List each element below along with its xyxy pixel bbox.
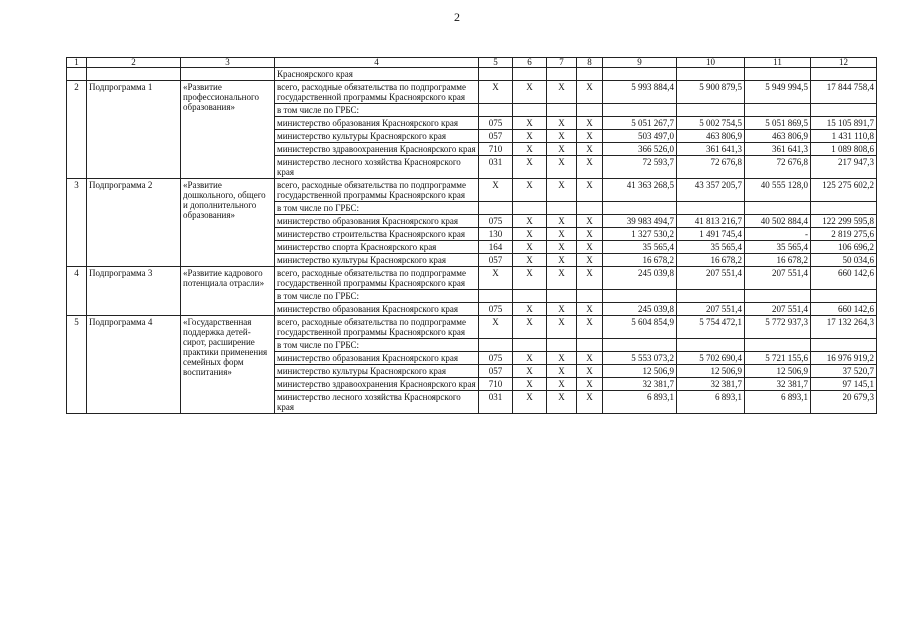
value-col-12: 125 275 602,2 xyxy=(811,179,877,202)
column-6-mark: X xyxy=(513,316,547,339)
column-6-mark: X xyxy=(513,378,547,391)
row-description: министерство лесного хозяйства Красноярского края xyxy=(275,156,479,179)
row-description: в том числе по ГРБС: xyxy=(275,290,479,303)
value-col-12: 37 520,7 xyxy=(811,365,877,378)
grbs-code: X xyxy=(479,267,513,290)
value-col-9: 41 363 268,5 xyxy=(603,179,677,202)
row-description: в том числе по ГРБС: xyxy=(275,339,479,352)
value-col-12: 17 844 758,4 xyxy=(811,81,877,104)
column-8-mark: X xyxy=(577,267,603,290)
column-number-12: 12 xyxy=(811,58,877,68)
value-col-9: 6 893,1 xyxy=(603,391,677,414)
column-7-mark xyxy=(547,339,577,352)
column-8-mark xyxy=(577,339,603,352)
column-7-mark: X xyxy=(547,267,577,290)
value-col-11: 6 893,1 xyxy=(745,391,811,414)
column-8-mark: X xyxy=(577,156,603,179)
table-row xyxy=(67,179,877,202)
grbs-code: 031 xyxy=(479,391,513,414)
row-description: всего, расходные обязательства по подпрограмме государственной программы Красноярского края xyxy=(275,179,479,202)
column-8-mark: X xyxy=(577,179,603,202)
value-col-11 xyxy=(745,104,811,117)
column-8-mark: X xyxy=(577,391,603,414)
value-col-9: 35 565,4 xyxy=(603,241,677,254)
column-8-mark: X xyxy=(577,215,603,228)
table-row xyxy=(67,267,877,290)
column-6-mark: X xyxy=(513,254,547,267)
column-7-mark: X xyxy=(547,241,577,254)
value-col-12 xyxy=(811,290,877,303)
column-7-mark xyxy=(547,202,577,215)
column-8-mark xyxy=(577,104,603,117)
row-description: министерство образования Красноярского края xyxy=(275,215,479,228)
grbs-code xyxy=(479,339,513,352)
row-description: министерство культуры Красноярского края xyxy=(275,365,479,378)
column-number-8: 8 xyxy=(577,58,603,68)
column-6-mark: X xyxy=(513,241,547,254)
grbs-code: 710 xyxy=(479,378,513,391)
value-col-9: 245 039,8 xyxy=(603,267,677,290)
value-col-10: 6 893,1 xyxy=(677,391,745,414)
continuation-cell: Красноярского края xyxy=(275,68,479,81)
column-6-mark: X xyxy=(513,130,547,143)
column-6-mark xyxy=(513,104,547,117)
column-8-mark: X xyxy=(577,143,603,156)
column-number-9: 9 xyxy=(603,58,677,68)
value-col-9 xyxy=(603,104,677,117)
row-description: в том числе по ГРБС: xyxy=(275,104,479,117)
column-7-mark: X xyxy=(547,130,577,143)
grbs-code: 057 xyxy=(479,130,513,143)
column-number-1: 1 xyxy=(67,58,87,68)
value-col-10 xyxy=(677,202,745,215)
value-col-9: 5 051 267,7 xyxy=(603,117,677,130)
grbs-code: 057 xyxy=(479,254,513,267)
column-number-3: 3 xyxy=(181,58,275,68)
continuation-row xyxy=(67,68,877,81)
column-8-mark xyxy=(577,290,603,303)
value-col-12: 2 819 275,6 xyxy=(811,228,877,241)
column-8-mark: X xyxy=(577,228,603,241)
value-col-10: 5 900 879,5 xyxy=(677,81,745,104)
program-name: Подпрограмма 3 xyxy=(87,267,181,316)
column-6-mark: X xyxy=(513,267,547,290)
column-8-mark: X xyxy=(577,241,603,254)
table-row xyxy=(67,316,877,339)
grbs-code: 075 xyxy=(479,303,513,316)
value-col-11: 361 641,3 xyxy=(745,143,811,156)
program-title: «Государственная поддержка детей-сирот, расширение практики применения семейных форм воспитания» xyxy=(181,316,275,414)
grbs-code xyxy=(479,202,513,215)
program-number: 3 xyxy=(67,179,87,267)
column-number-10: 10 xyxy=(677,58,745,68)
value-col-11: 12 506,9 xyxy=(745,365,811,378)
value-col-10: 207 551,4 xyxy=(677,267,745,290)
column-7-mark: X xyxy=(547,365,577,378)
value-col-11 xyxy=(745,339,811,352)
value-col-12: 660 142,6 xyxy=(811,267,877,290)
value-col-10: 16 678,2 xyxy=(677,254,745,267)
value-col-11: 5 772 937,3 xyxy=(745,316,811,339)
column-7-mark: X xyxy=(547,215,577,228)
value-col-11: 207 551,4 xyxy=(745,303,811,316)
column-6-mark: X xyxy=(513,228,547,241)
program-name: Подпрограмма 2 xyxy=(87,179,181,267)
value-col-11: 5 051 869,5 xyxy=(745,117,811,130)
column-7-mark: X xyxy=(547,228,577,241)
value-col-11: 32 381,7 xyxy=(745,378,811,391)
value-col-11: 5 949 994,5 xyxy=(745,81,811,104)
value-col-9: 5 604 854,9 xyxy=(603,316,677,339)
program-title: «Развитие кадрового потенциала отрасли» xyxy=(181,267,275,316)
value-col-11: 35 565,4 xyxy=(745,241,811,254)
value-col-9: 503 497,0 xyxy=(603,130,677,143)
table-body xyxy=(67,58,877,414)
column-6-mark: X xyxy=(513,179,547,202)
value-col-10 xyxy=(677,339,745,352)
value-col-10: 207 551,4 xyxy=(677,303,745,316)
column-6-mark xyxy=(513,290,547,303)
value-col-9: 245 039,8 xyxy=(603,303,677,316)
value-col-12 xyxy=(811,202,877,215)
column-8-mark: X xyxy=(577,316,603,339)
value-col-12: 122 299 595,8 xyxy=(811,215,877,228)
value-col-9 xyxy=(603,202,677,215)
value-col-10: 12 506,9 xyxy=(677,365,745,378)
column-number-4: 4 xyxy=(275,58,479,68)
value-col-9: 39 983 494,7 xyxy=(603,215,677,228)
column-7-mark: X xyxy=(547,303,577,316)
value-col-9: 72 593,7 xyxy=(603,156,677,179)
value-col-10: 1 491 745,4 xyxy=(677,228,745,241)
budget-table xyxy=(66,57,877,414)
column-6-mark xyxy=(513,202,547,215)
program-name: Подпрограмма 1 xyxy=(87,81,181,179)
column-6-mark: X xyxy=(513,391,547,414)
column-6-mark: X xyxy=(513,117,547,130)
value-col-12: 50 034,6 xyxy=(811,254,877,267)
row-description: всего, расходные обязательства по подпрограмме государственной программы Красноярского края xyxy=(275,267,479,290)
column-7-mark: X xyxy=(547,117,577,130)
program-number: 2 xyxy=(67,81,87,179)
column-8-mark: X xyxy=(577,303,603,316)
value-col-10: 361 641,3 xyxy=(677,143,745,156)
value-col-11 xyxy=(745,290,811,303)
row-description: в том числе по ГРБС: xyxy=(275,202,479,215)
value-col-10: 72 676,8 xyxy=(677,156,745,179)
column-6-mark: X xyxy=(513,156,547,179)
grbs-code: X xyxy=(479,316,513,339)
value-col-12 xyxy=(811,339,877,352)
value-col-12: 1 431 110,8 xyxy=(811,130,877,143)
column-7-mark xyxy=(547,290,577,303)
column-7-mark: X xyxy=(547,179,577,202)
column-7-mark: X xyxy=(547,391,577,414)
value-col-10: 5 002 754,5 xyxy=(677,117,745,130)
grbs-code: 130 xyxy=(479,228,513,241)
row-description: министерство строительства Красноярского края xyxy=(275,228,479,241)
row-description: всего, расходные обязательства по подпрограмме государственной программы Красноярского края xyxy=(275,316,479,339)
value-col-11: 40 555 128,0 xyxy=(745,179,811,202)
value-col-11: 40 502 884,4 xyxy=(745,215,811,228)
program-title: «Развитие дошкольного, общего и дополнительного образования» xyxy=(181,179,275,267)
column-7-mark: X xyxy=(547,81,577,104)
value-col-10: 5 702 690,4 xyxy=(677,352,745,365)
row-description: министерство культуры Красноярского края xyxy=(275,254,479,267)
grbs-code: 031 xyxy=(479,156,513,179)
row-description: министерство культуры Красноярского края xyxy=(275,130,479,143)
value-col-11: 463 806,9 xyxy=(745,130,811,143)
grbs-code: X xyxy=(479,179,513,202)
grbs-code: 164 xyxy=(479,241,513,254)
column-number-6: 6 xyxy=(513,58,547,68)
column-number-row xyxy=(67,58,877,68)
value-col-9: 366 526,0 xyxy=(603,143,677,156)
value-col-9: 5 553 073,2 xyxy=(603,352,677,365)
value-col-9: 12 506,9 xyxy=(603,365,677,378)
column-7-mark: X xyxy=(547,143,577,156)
column-6-mark: X xyxy=(513,143,547,156)
column-8-mark xyxy=(577,202,603,215)
value-col-10: 35 565,4 xyxy=(677,241,745,254)
value-col-12: 17 132 264,3 xyxy=(811,316,877,339)
column-6-mark: X xyxy=(513,352,547,365)
row-description: всего, расходные обязательства по подпрограмме государственной программы Красноярского края xyxy=(275,81,479,104)
grbs-code: 710 xyxy=(479,143,513,156)
grbs-code xyxy=(479,104,513,117)
value-col-12: 15 105 891,7 xyxy=(811,117,877,130)
row-description: министерство образования Красноярского края xyxy=(275,303,479,316)
program-number: 5 xyxy=(67,316,87,414)
column-6-mark xyxy=(513,339,547,352)
column-number-11: 11 xyxy=(745,58,811,68)
value-col-9: 1 327 530,2 xyxy=(603,228,677,241)
value-col-11: 72 676,8 xyxy=(745,156,811,179)
grbs-code xyxy=(479,290,513,303)
value-col-9 xyxy=(603,339,677,352)
grbs-code: X xyxy=(479,81,513,104)
value-col-9: 16 678,2 xyxy=(603,254,677,267)
value-col-9: 32 381,7 xyxy=(603,378,677,391)
column-8-mark: X xyxy=(577,378,603,391)
column-8-mark: X xyxy=(577,117,603,130)
column-6-mark: X xyxy=(513,365,547,378)
row-description: министерство образования Красноярского края xyxy=(275,117,479,130)
value-col-9: 5 993 884,4 xyxy=(603,81,677,104)
value-col-11: - xyxy=(745,228,811,241)
value-col-9 xyxy=(603,290,677,303)
grbs-code: 075 xyxy=(479,352,513,365)
page-number: 2 xyxy=(454,10,460,24)
column-6-mark: X xyxy=(513,81,547,104)
grbs-code: 075 xyxy=(479,117,513,130)
value-col-10: 463 806,9 xyxy=(677,130,745,143)
column-7-mark xyxy=(547,104,577,117)
value-col-12: 16 976 919,2 xyxy=(811,352,877,365)
column-number-2: 2 xyxy=(87,58,181,68)
column-8-mark: X xyxy=(577,254,603,267)
program-number: 4 xyxy=(67,267,87,316)
column-7-mark: X xyxy=(547,316,577,339)
value-col-10 xyxy=(677,290,745,303)
row-description: министерство спорта Красноярского края xyxy=(275,241,479,254)
column-number-7: 7 xyxy=(547,58,577,68)
value-col-12: 97 145,1 xyxy=(811,378,877,391)
column-7-mark: X xyxy=(547,352,577,365)
value-col-11: 5 721 155,6 xyxy=(745,352,811,365)
row-description: министерство лесного хозяйства Красноярского края xyxy=(275,391,479,414)
value-col-10: 32 381,7 xyxy=(677,378,745,391)
column-6-mark: X xyxy=(513,303,547,316)
column-8-mark: X xyxy=(577,365,603,378)
value-col-10: 41 813 216,7 xyxy=(677,215,745,228)
column-8-mark: X xyxy=(577,352,603,365)
value-col-10: 5 754 472,1 xyxy=(677,316,745,339)
program-name: Подпрограмма 4 xyxy=(87,316,181,414)
value-col-12: 20 679,3 xyxy=(811,391,877,414)
value-col-11 xyxy=(745,202,811,215)
table-row xyxy=(67,81,877,104)
column-7-mark: X xyxy=(547,254,577,267)
column-number-5: 5 xyxy=(479,58,513,68)
value-col-12: 1 089 808,6 xyxy=(811,143,877,156)
value-col-11: 16 678,2 xyxy=(745,254,811,267)
column-6-mark: X xyxy=(513,215,547,228)
value-col-11: 207 551,4 xyxy=(745,267,811,290)
row-description: министерство здравоохранения Красноярского края xyxy=(275,378,479,391)
value-col-12: 106 696,2 xyxy=(811,241,877,254)
value-col-12 xyxy=(811,104,877,117)
value-col-10 xyxy=(677,104,745,117)
row-description: министерство здравоохранения Красноярского края xyxy=(275,143,479,156)
program-title: «Развитие профессионального образования» xyxy=(181,81,275,179)
value-col-12: 217 947,3 xyxy=(811,156,877,179)
value-col-12: 660 142,6 xyxy=(811,303,877,316)
column-8-mark: X xyxy=(577,130,603,143)
row-description: министерство образования Красноярского края xyxy=(275,352,479,365)
column-7-mark: X xyxy=(547,156,577,179)
grbs-code: 075 xyxy=(479,215,513,228)
column-8-mark: X xyxy=(577,81,603,104)
value-col-10: 43 357 205,7 xyxy=(677,179,745,202)
column-7-mark: X xyxy=(547,378,577,391)
grbs-code: 057 xyxy=(479,365,513,378)
